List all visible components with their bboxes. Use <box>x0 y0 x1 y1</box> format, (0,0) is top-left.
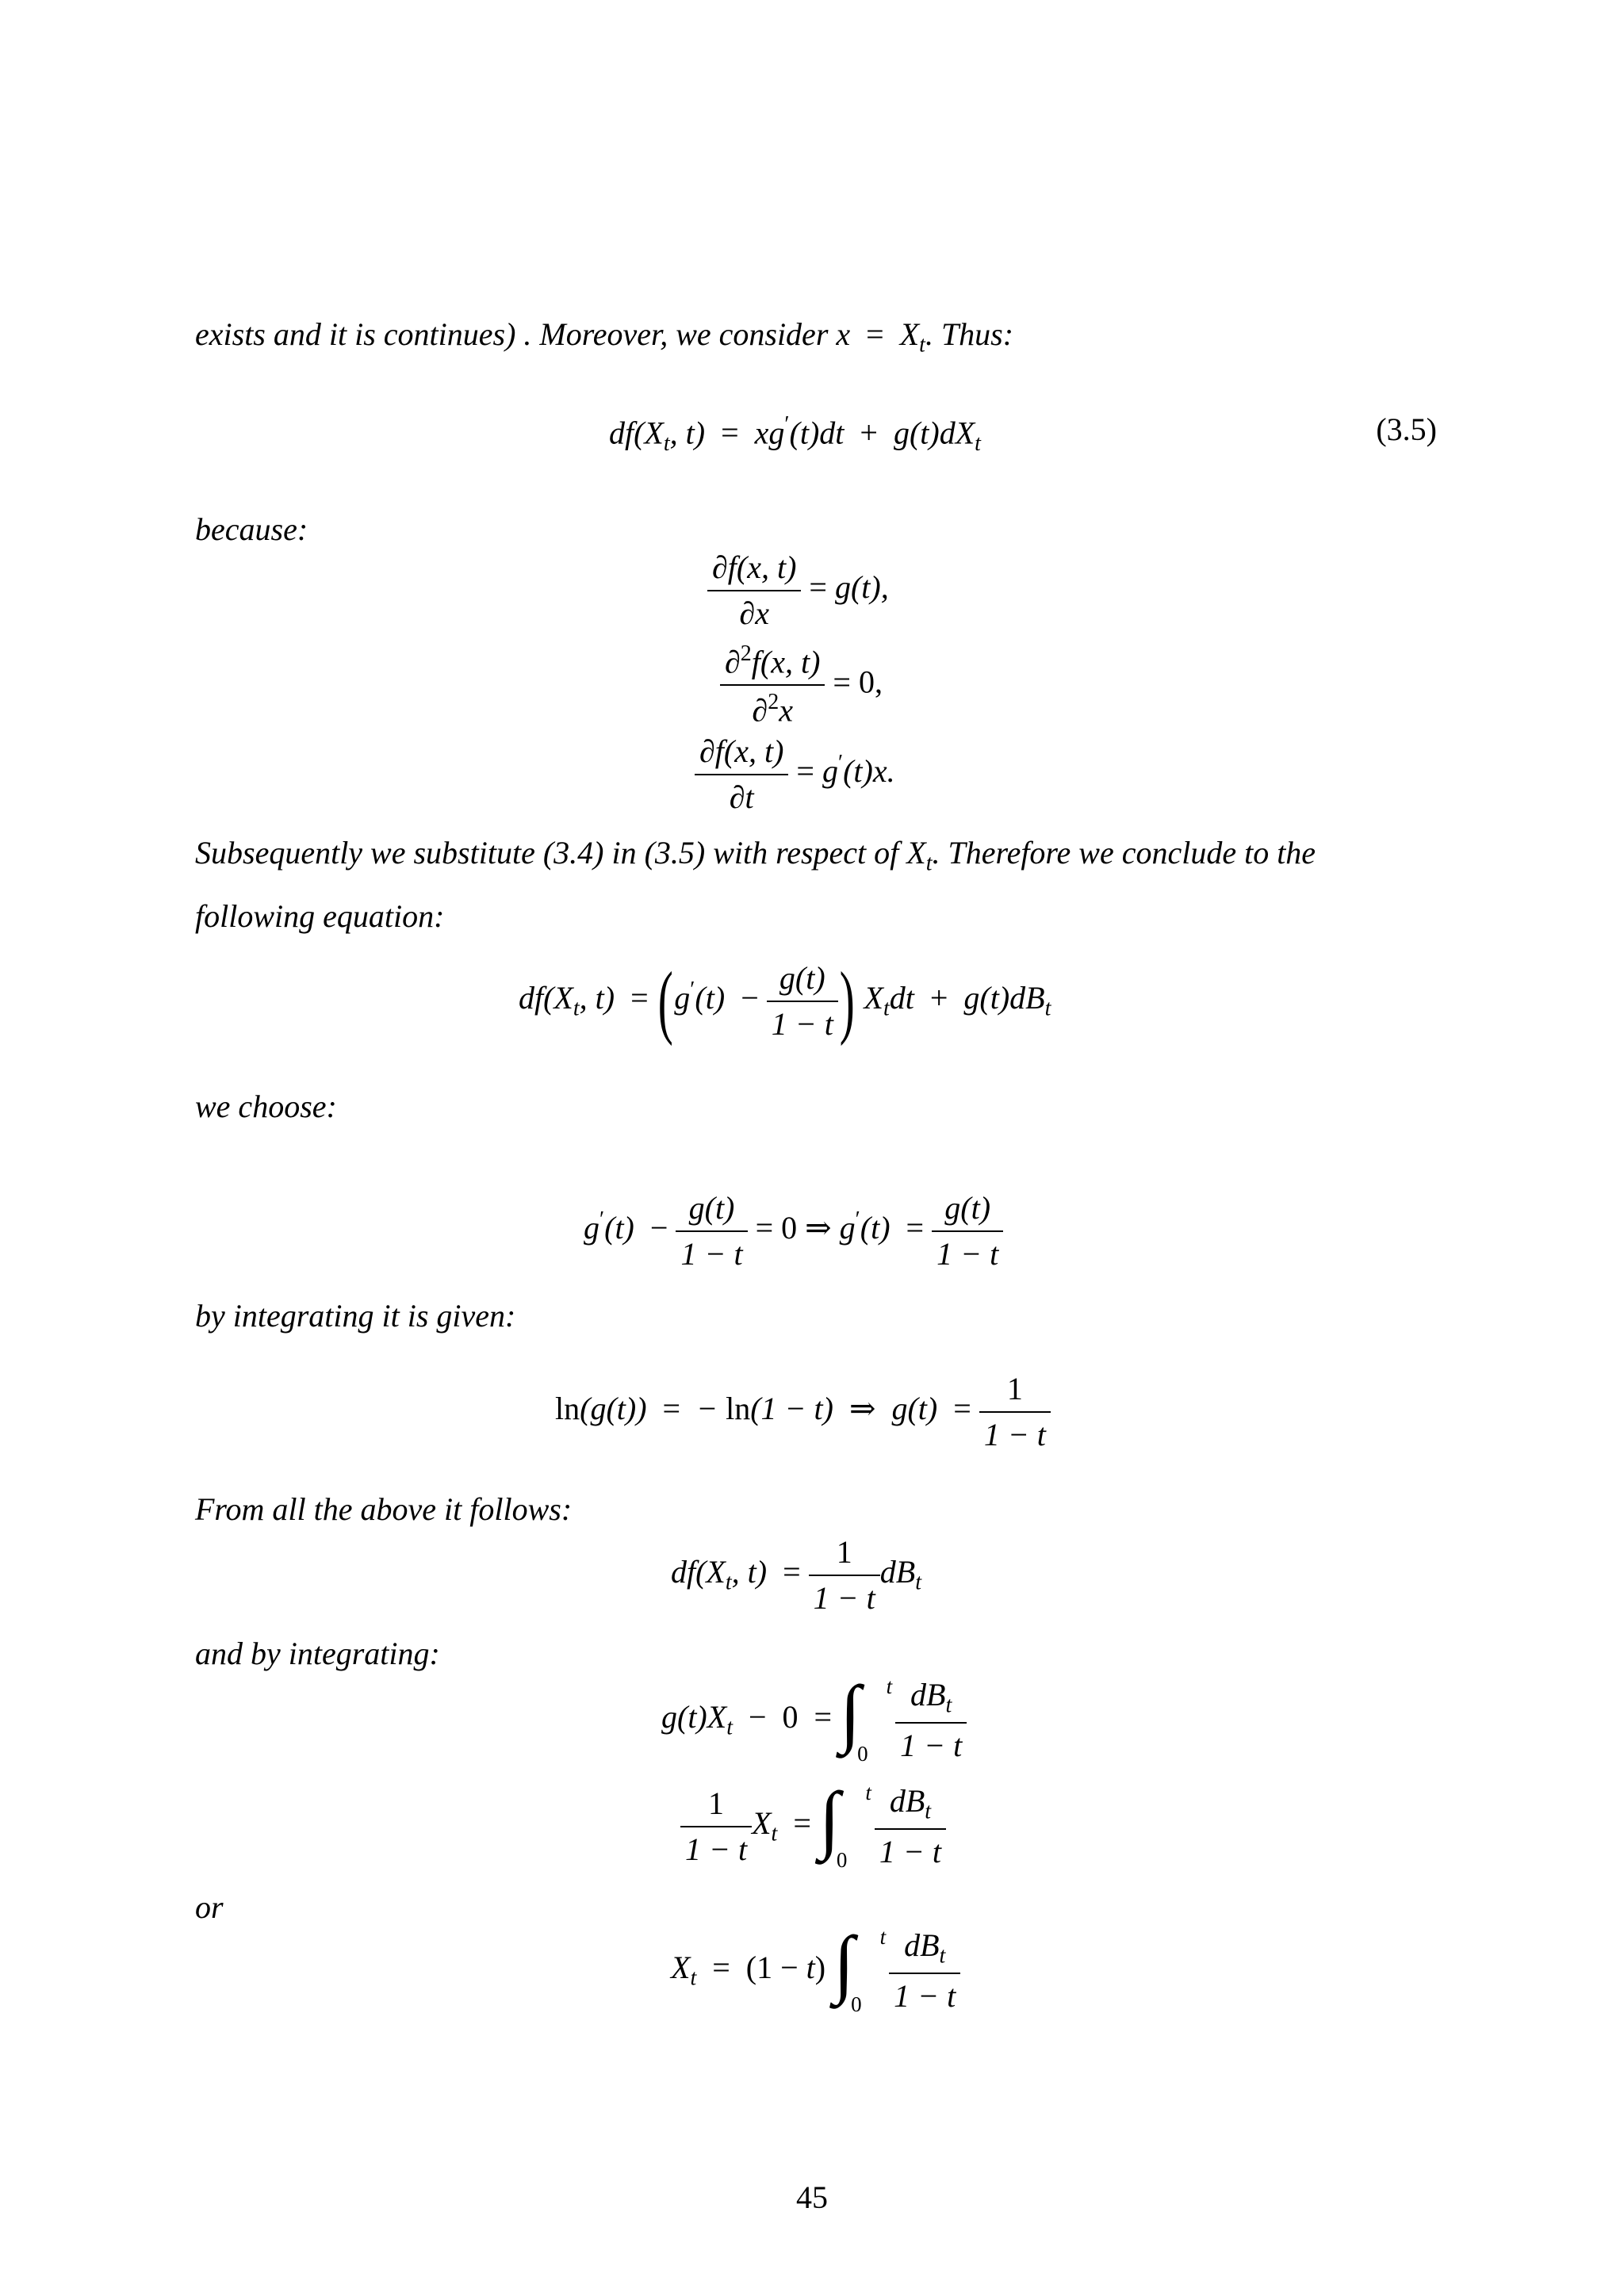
text-from-all: From all the above it follows: <box>195 1491 573 1527</box>
integral-sign: ∫ t 0 <box>840 1670 893 1766</box>
math-Xt: $X_t$ <box>906 835 933 876</box>
equation-df-dB: $df(X_t$, t) = $\frac{1}{1 - t}$ $dB_t$ <box>671 1534 921 1616</box>
intro-text-b: . Thus: <box>925 316 1014 352</box>
text-and-by-integrating: and by integrating: <box>195 1636 440 1671</box>
text-line-intro <box>195 316 1014 358</box>
equation-choice-g: g′(t) − $\frac{g(t)}{1 - t}$ = 0 ⇒ g′(t) = $\frac{g(t)}{1 - t}$ <box>584 1189 1003 1273</box>
text-or: or <box>195 1889 224 1925</box>
integral-sign: ∫ t 0 <box>833 1920 887 2016</box>
text-we-choose: we choose: <box>195 1089 337 1124</box>
equation-df-dx: $\frac{\partial f(x, t)}{\partial x}$ = g(t), <box>707 549 889 633</box>
text-because: because: <box>195 511 308 547</box>
text-following: following equation: <box>195 898 445 934</box>
equation-3-5: $df(X_t$, $t) = xg'(t)dt + g(t)dX_t$ <box>609 412 981 456</box>
math-x-eq-Xt: $x = X_t$ <box>836 316 925 358</box>
subsequently-text-a: Subsequently we substitute (3.4) in (3.5) with respect of <box>195 835 907 871</box>
text-subsequently <box>195 837 1316 874</box>
equation-ln-g: ln(g(t)) = − ln(1 − t) ⇒ g(t) = $\frac{1}{1 - t}$ <box>555 1370 1051 1454</box>
equation-number-3-5: (3.5) <box>1376 411 1437 447</box>
text-by-integrating: by integrating it is given: <box>195 1298 516 1334</box>
equation-df-substituted: $df(X_t$, t) = (g′(t) − $\frac{g(t)}{1 - t}$ ) $X_tdt + g(t)dB_t$ <box>519 955 1051 1047</box>
subsequently-text-b: . Therefore we conclude to the <box>932 835 1316 871</box>
equation-df-dt: $\frac{\partial f(x, t)}{\partial t}$ = g′(t)x. <box>695 733 895 817</box>
integral-sign: ∫ t 0 <box>818 1776 871 1872</box>
page-number: 45 <box>796 2179 828 2215</box>
intro-text-a: exists and it is continues) . Moreover, we consider <box>195 316 837 352</box>
equation-Xt-over-1mt: $\frac{1}{1 - t}$ $X_t$ = ∫ t 0 $\frac{dB_t}{1 - t}$ <box>680 1782 946 1871</box>
equation-Xt-solution: $X_t = (1 - t)$ ∫ t 0 $\frac{dB_t}{1 - t}$ <box>671 1927 960 2015</box>
equation-d2f-dx2: $\frac{\partial^2f(x, t)}{\partial^2x}$ = 0, <box>720 641 883 730</box>
equation-gXt-integral: $g(t)X_t - 0$ = ∫ t 0 $\frac{dB_t}{1 - t}$ <box>661 1676 967 1765</box>
